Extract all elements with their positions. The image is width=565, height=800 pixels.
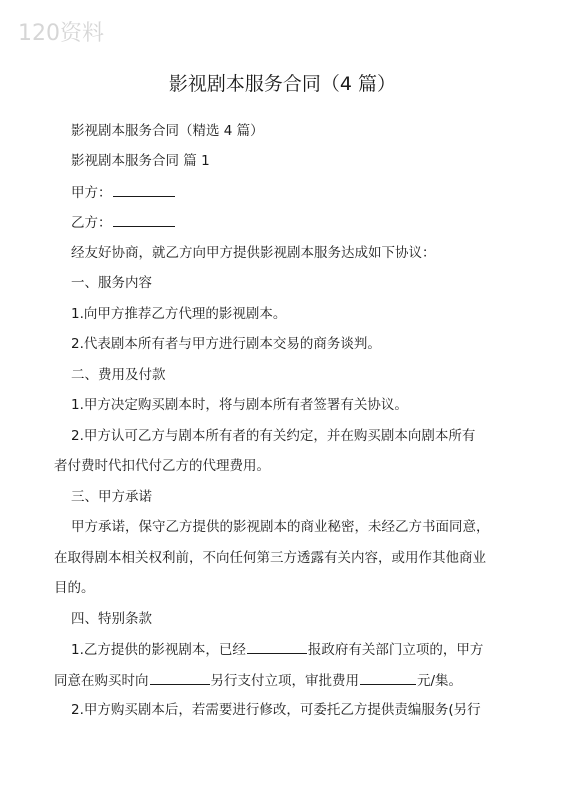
section-4-item-1-text-c: 同意在购买时向 (54, 673, 149, 689)
approval-blank (247, 639, 307, 654)
party-a-label: 甲方： (71, 185, 112, 201)
section-3-paragraph-line-1: 甲方承诺，保守乙方提供的影视剧本的商业秘密，未经乙方书面同意， (71, 519, 490, 535)
section-3-paragraph-line-2: 在取得剧本相关权利前，不向任何第三方透露有关内容，或用作其他商业 (54, 550, 486, 566)
section-2-item-2-line-1: 2.甲方认可乙方与剧本所有者的有关约定，并在购买剧本向剧本所有 (71, 428, 476, 444)
section-1-heading: 一、服务内容 (71, 275, 152, 291)
party-b-line (71, 212, 176, 233)
section-4-item-1-text-b: 报政府有关部门立项的，甲方 (307, 642, 484, 658)
section-2-item-2-line-2: 者付费时代扣代付乙方的代理费用。 (54, 458, 270, 474)
party-a-blank (113, 182, 175, 197)
section-4-item-1-text-a: 1.乙方提供的影视剧本，已经 (71, 642, 246, 658)
intro-paragraph: 经友好协商，就乙方向甲方提供影视剧本服务达成如下协议： (71, 245, 436, 261)
section-3-heading: 三、甲方承诺 (71, 489, 152, 505)
contract-heading: 影视剧本服务合同 篇 1 (71, 153, 210, 169)
party-b-blank (113, 212, 175, 227)
party-a-line (71, 182, 176, 203)
section-3-paragraph-line-3: 目的。 (54, 580, 95, 596)
section-4-item-1-text-d: 另行支付立项，审批费用 (210, 673, 359, 689)
subtitle-line: 影视剧本服务合同（精选 4 篇） (71, 123, 264, 139)
section-2-item-1: 1.甲方决定购买剧本时，将与剧本所有者签署有关协议。 (71, 397, 408, 413)
fee-blank (360, 670, 416, 685)
section-1-item-1: 1.向甲方推荐乙方代理的影视剧本。 (71, 306, 287, 322)
section-4-item-1-line-2 (54, 670, 462, 691)
party-b-label: 乙方： (71, 215, 112, 231)
section-4-item-1-line-1 (71, 639, 483, 660)
document-title: 影视剧本服务合同（4 篇） (168, 73, 397, 95)
watermark: 120资料 (18, 21, 104, 46)
section-4-item-1-text-e: 元/集。 (417, 673, 463, 689)
section-4-item-2-line-1: 2.甲方购买剧本后，若需要进行修改，可委托乙方提供责编服务(另行 (71, 702, 481, 718)
payee-blank (150, 670, 210, 685)
section-2-heading: 二、费用及付款 (71, 367, 166, 383)
section-4-heading: 四、特别条款 (71, 611, 152, 627)
section-1-item-2: 2.代表剧本所有者与甲方进行剧本交易的商务谈判。 (71, 336, 381, 352)
